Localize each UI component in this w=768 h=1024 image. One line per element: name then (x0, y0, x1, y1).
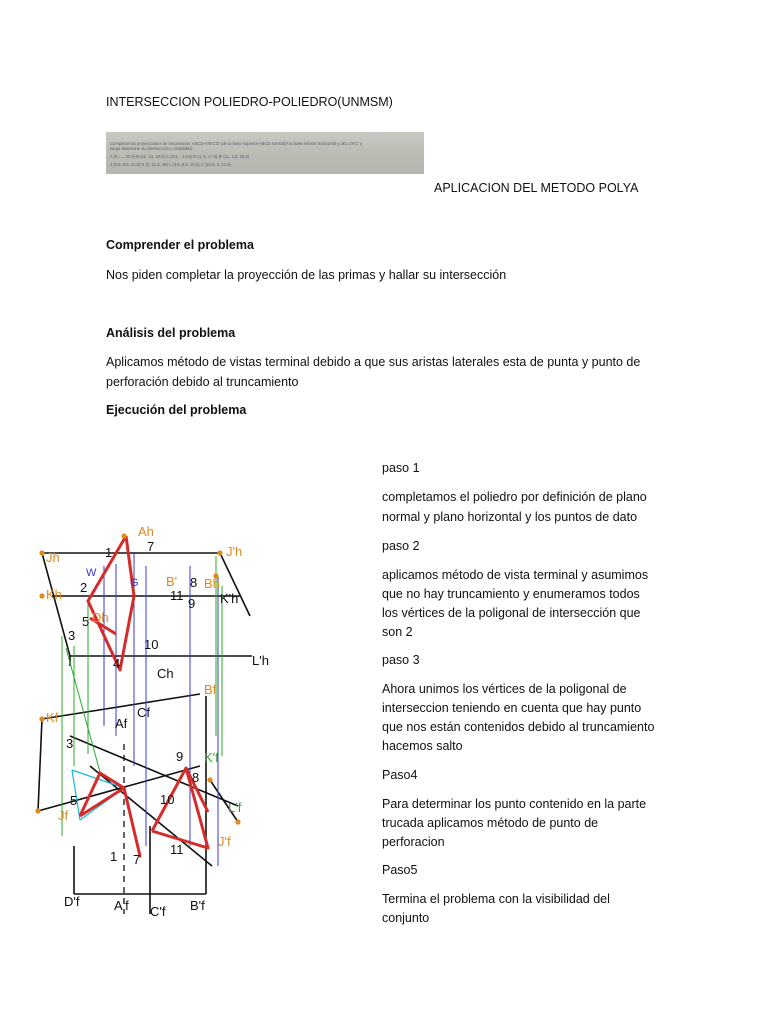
label-bpf: B'f (190, 898, 205, 913)
label-bprime: B' (166, 574, 178, 589)
label-kpf: K'f (204, 750, 219, 765)
label-apf: A'f (114, 898, 129, 913)
label-jph: J'h (226, 544, 243, 559)
label-5f: 5 (70, 793, 78, 808)
problem-line-2: luego determine su intersección y visibilidad. (110, 146, 193, 151)
label-k-h: K'h (220, 591, 239, 606)
step-2-line: los vértices de la poligonal de intersección que (382, 606, 641, 620)
step-2-line: aplicamos método de vista terminal y asumimos (382, 568, 649, 582)
label-5: 5 (82, 614, 90, 629)
step-3-line: Ahora unimos los vértices de la poligonal de (382, 682, 627, 696)
problem-line-4: J (3.5, 5.5, 21.5) K (2, 11.5, 19) L (3.5, 8.5, 15.5) J' (12.5, 3, 21.5) (110, 162, 231, 167)
label-bh: Bh (204, 576, 220, 591)
label-ah: Ah (138, 524, 154, 539)
section-text-analysis-2: perforación debido al truncamiento (106, 375, 299, 389)
step-5-label: Paso5 (382, 863, 418, 877)
problem-line-1: Completar las proyecciones de los prismas: ABCD-A'B'C'D' (de la base superior ABCD normal)? la base inferior horizontal y JKL-J'K'L' y (110, 141, 363, 146)
step-2-label: paso 2 (382, 539, 420, 553)
label-kf: Kf (46, 710, 59, 725)
label-7: 7 (147, 539, 155, 554)
label-11f: 11 (170, 842, 184, 857)
label-4: 4 (113, 656, 121, 671)
step-3-label: paso 3 (382, 653, 420, 667)
problem-line-3: A (0 ; ... 22.5) B (11, 13, 19.5) C (8.5, - 14.5) D (4, 8, 17.5) B' (11, 1.5, 15.5) (110, 154, 250, 159)
label-dh: Dh (92, 610, 109, 625)
label-10: 10 (144, 637, 159, 652)
step-1-label: paso 1 (382, 461, 420, 475)
label-10f: 10 (160, 792, 175, 807)
section-text-analysis-1: Aplicamos método de vistas terminal debido a que sus aristas laterales esta de punta y punto de (106, 355, 641, 369)
step-4-line: trucada aplicamos método de punto de (382, 816, 599, 830)
label-8f: 8 (192, 770, 200, 785)
label-11: 11 (170, 588, 184, 603)
problem-statement-image (106, 132, 424, 174)
label-3f: 3 (66, 736, 74, 751)
label-9f: 9 (176, 749, 184, 764)
label-jf: Jf (58, 808, 69, 823)
step-5-line: conjunto (382, 911, 430, 925)
step-4-line: perforacion (382, 835, 445, 849)
label-1f: 1 (110, 849, 118, 864)
step-1-line: normal y plano horizontal y los puntos de dato (382, 510, 638, 524)
label-7f: 7 (133, 852, 141, 867)
label-l-h: L'h (252, 653, 269, 668)
label-lpf: L'f (228, 800, 242, 815)
method-heading: APLICACION DEL METODO POLYA (434, 181, 639, 195)
step-3-line: hacemos salto (382, 739, 463, 753)
step-4-line: Para determinar los punto contenido en la parte (382, 797, 647, 811)
label-jh: Jh (46, 550, 60, 565)
step-3-line: que nos están contenidos debido al truncamiento (382, 720, 655, 734)
label-1: 1 (105, 545, 113, 560)
label-jpf: J'f (218, 834, 231, 849)
label-df: D'f (64, 894, 80, 909)
label-bf: Bf (204, 682, 217, 697)
step-3-line: interseccion teniendo en cuenta que hay punto (382, 701, 642, 715)
step-2-line: son 2 (382, 625, 413, 639)
label-kh2: Kh (46, 587, 62, 602)
step-1-line: completamos el poliedro por definición de plano (382, 490, 647, 504)
step-4-label: Paso4 (382, 768, 418, 782)
label-g: G (130, 577, 139, 589)
step-5-line: Termina el problema con la visibilidad del (382, 892, 610, 906)
section-heading-execution: Ejecución del problema (106, 403, 247, 417)
label-af: Af (115, 716, 128, 731)
label-ch: Ch (157, 666, 174, 681)
section-heading-analysis: Análisis del problema (106, 326, 236, 340)
section-heading-understand: Comprender el problema (106, 238, 254, 252)
label-cpf: C'f (150, 904, 166, 916)
step-2-line: que no hay truncamiento y enumeramos todos (382, 587, 640, 601)
doc-title: INTERSECCION POLIEDRO-POLIEDRO(UNMSM) (106, 95, 393, 109)
label-2: 2 (80, 580, 88, 595)
label-8: 8 (190, 575, 198, 590)
label-9: 9 (188, 596, 196, 611)
label-3: 3 (68, 628, 76, 643)
section-text-understand: Nos piden completar la proyección de las primas y hallar su intersección (106, 268, 507, 282)
label-w: W (86, 567, 97, 579)
intersection-diagram (30, 436, 360, 916)
label-cf: Cf (137, 705, 150, 720)
